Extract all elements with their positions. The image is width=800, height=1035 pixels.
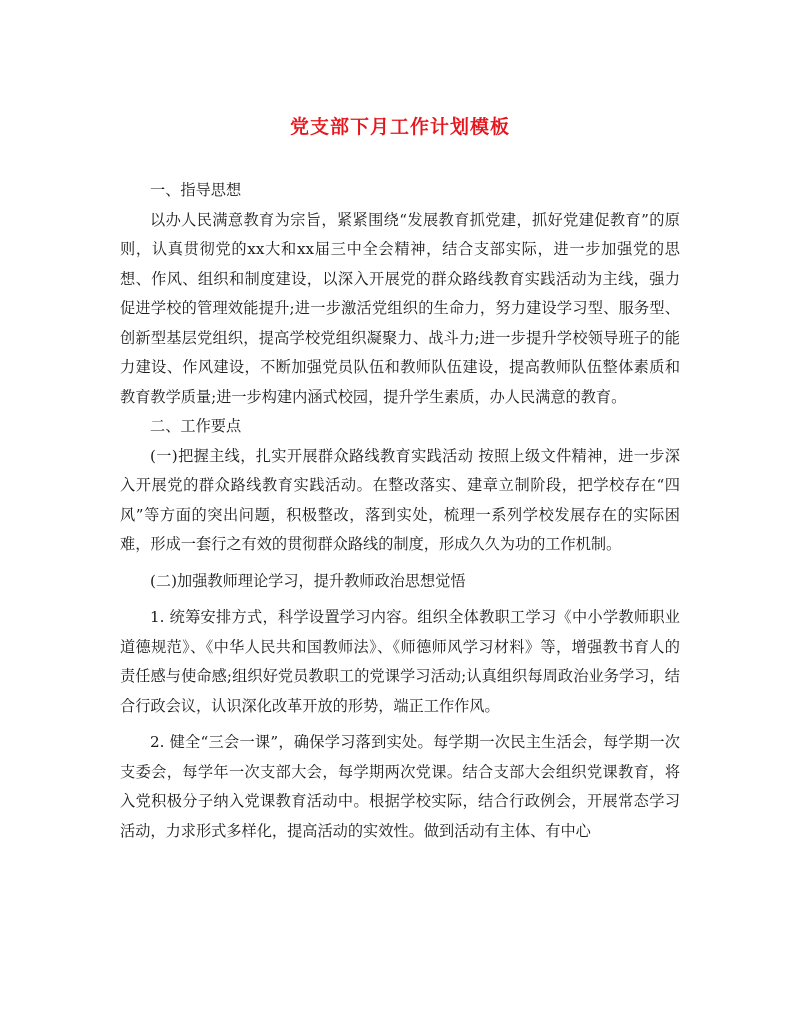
paragraph-guiding-ideology: 以办人民满意教育为宗旨，紧紧围绕“发展教育抓党建，抓好党建促教育”的原则，认真贯彻党的xx大和xx届三中全会精神，结合支部实际，进一步加强党的思想、作风、组织和制度建设，以深入开展党的群众路线教育实践活动为主线，强力促进学校的管理效能提升;进一步激活党组织的生命力，努力建设学习型、服务型、创新型基层党组织，提高学校党组织凝聚力、战斗力;进一步提升学校领导班子的能力建设、作风建设，不断加强党员队伍和教师队伍建设，提高教师队伍整体素质和教育教学质量;进一步构建内涵式校园，提升学生素质，办人民满意的教育。	[120, 210, 680, 406]
section-heading-work-points: 二、工作要点	[150, 417, 242, 435]
paragraph-study-item-2: 2. 健全“三会一课”，确保学习落到实处。每学期一次民主生活会，每学期一次支委会，每学年一次支部大会，每学期两次党课。结合支部大会组织党课教育，将入党积极分子纳入党课教育活动中。根据学校实际，结合行政例会，开展常态学习活动，力求形式多样化，提高活动的实效性。做到活动有主体、有中心	[120, 733, 680, 840]
subheading-teacher-study: (二)加强教师理论学习，提升教师政治思想觉悟	[150, 571, 466, 590]
document-title: 党支部下月工作计划模板	[289, 116, 510, 138]
paragraph-work-point-1: (一)把握主线，扎实开展群众路线教育实践活动 按照上级文件精神，进一步深入开展党的群众路线教育实践活动。在整改落实、建章立制阶段，把学校存在“四风”等方面的突出问题，积极整改，落到实处，梳理一系列学校发展存在的实际困难，形成一套行之有效的贯彻群众路线的制度，形成久久为功的工作机制。	[120, 446, 680, 553]
document-body	[120, 176, 680, 846]
paragraph-study-item-1: 1. 统筹安排方式，科学设置学习内容。组织全体教职工学习《中小学教师职业道德规范》、《中华人民共和国教师法》、《师德师风学习材料》等，增强教书育人的责任感与使命感;组织好党员教职工的党课学习活动;认真组织每周政治业务学习，结合行政会议，认识深化改革开放的形势，端正工作作风。	[120, 608, 680, 715]
section-heading-guiding-ideology: 一、指导思想	[150, 181, 242, 199]
